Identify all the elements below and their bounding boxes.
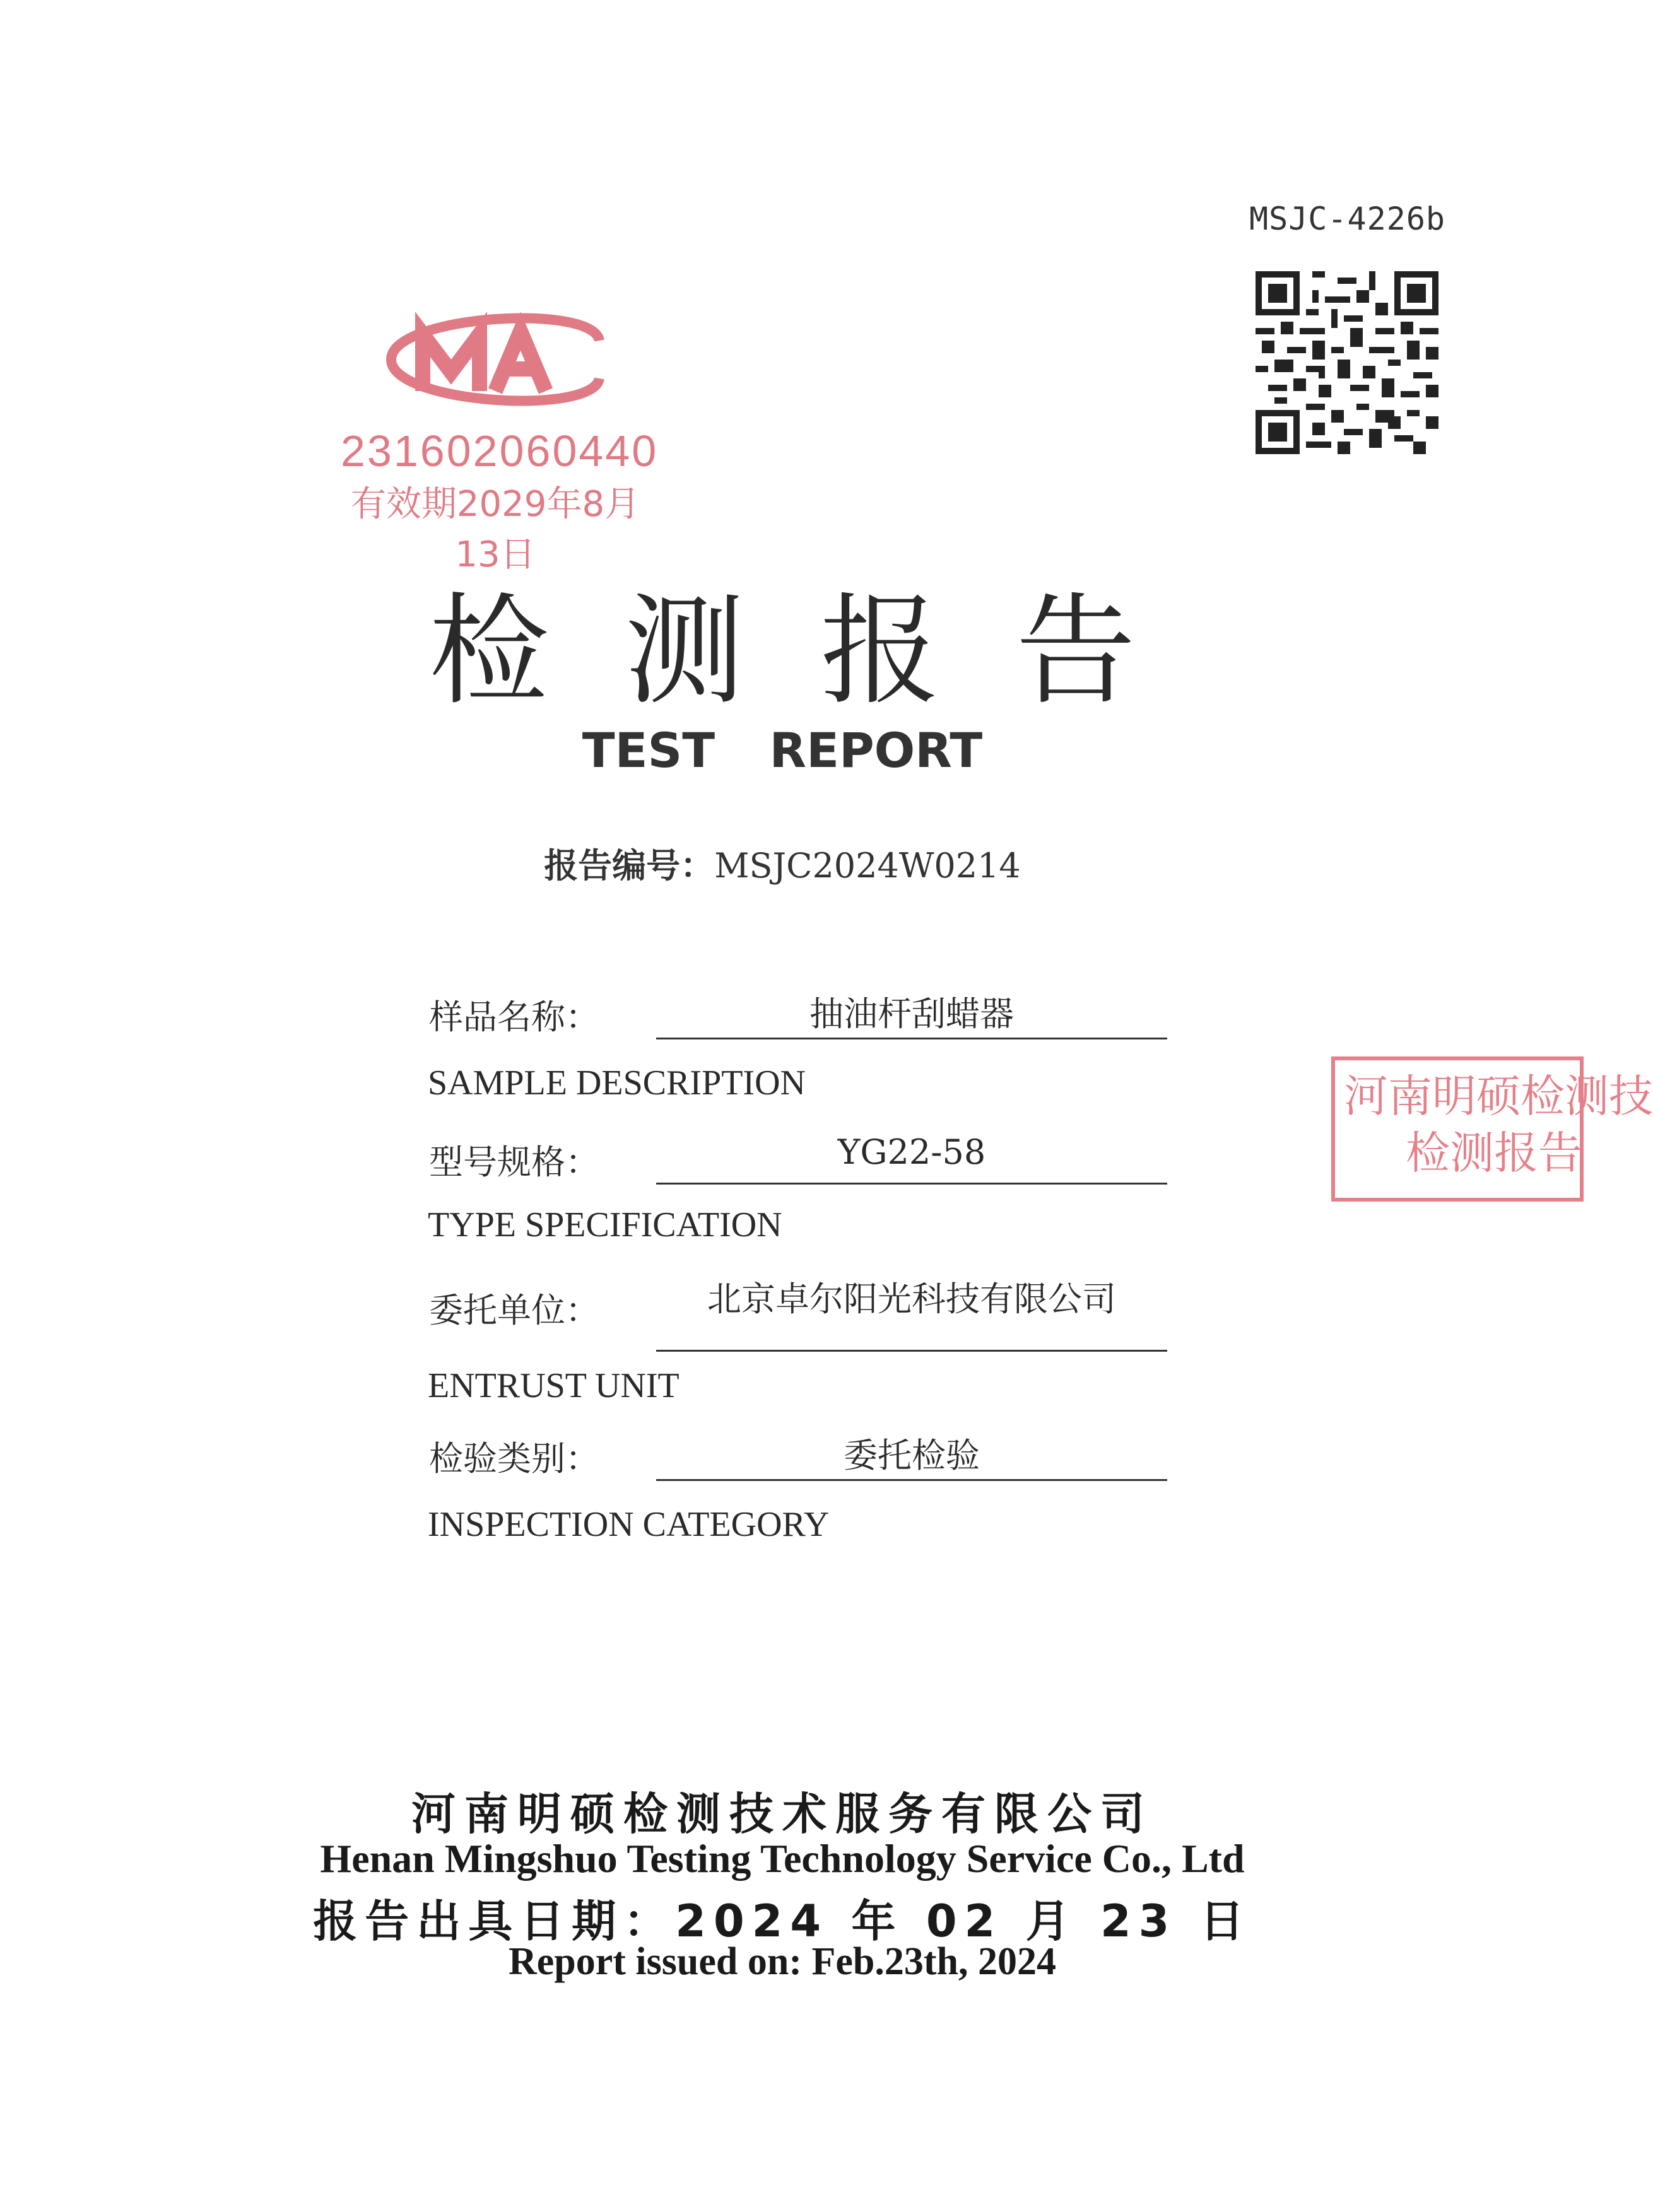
company-name-chinese: 河南明硕检测技术服务有限公司 (411, 1788, 1153, 1840)
type-spec-value: YG22-58 (656, 1132, 1167, 1185)
sample-name-label: 样品名称： (429, 997, 599, 1037)
cma-stamp (341, 296, 659, 575)
side-seal-line-2: 检测报告 (1406, 1127, 1582, 1179)
entrust-unit-label: 委托单位： (429, 1290, 599, 1330)
cma-valid-until: 有效期2029年8月13日 (350, 484, 640, 575)
inspection-category-en-label: INSPECTION CATEGORY (428, 1505, 830, 1544)
qr-code-icon (1256, 271, 1438, 454)
title-english: TEST REPORT (582, 722, 983, 778)
title-chinese: 检测报告 (428, 582, 1211, 721)
cma-logo (366, 296, 618, 423)
sample-description-label: SAMPLE DESCRIPTION (428, 1063, 806, 1103)
cma-number: 231602060440 (341, 426, 659, 476)
type-spec-label: 型号规格： (429, 1142, 599, 1182)
report-number-value: MSJC2024W0214 (714, 846, 1021, 886)
sample-name-value: 抽油杆刮蜡器 (656, 987, 1167, 1039)
side-seal-line-1: 河南明硕检测技 (1344, 1070, 1653, 1122)
issue-date-chinese: 报告出具日期：2024 年 02 月 23 日 (313, 1895, 1252, 1947)
company-name-english: Henan Mingshuo Testing Technology Service Co., Ltd (320, 1836, 1245, 1881)
report-number (0, 839, 1565, 887)
report-number-label: 报告编号： (544, 846, 715, 886)
document-code: MSJC-4226b (1249, 201, 1446, 237)
issue-date-english: Report issued on: Feb.23th, 2024 (508, 1940, 1057, 1983)
side-seal-stamp (1331, 1056, 1653, 1202)
inspection-category-value: 委托检验 (656, 1429, 1167, 1481)
entrust-unit-en-label: ENTRUST UNIT (428, 1366, 679, 1405)
entrust-unit-value: 北京卓尔阳光科技有限公司 (656, 1271, 1167, 1352)
inspection-category-label: 检验类别： (429, 1439, 599, 1478)
type-specification-label: TYPE SPECIFICATION (428, 1205, 782, 1244)
